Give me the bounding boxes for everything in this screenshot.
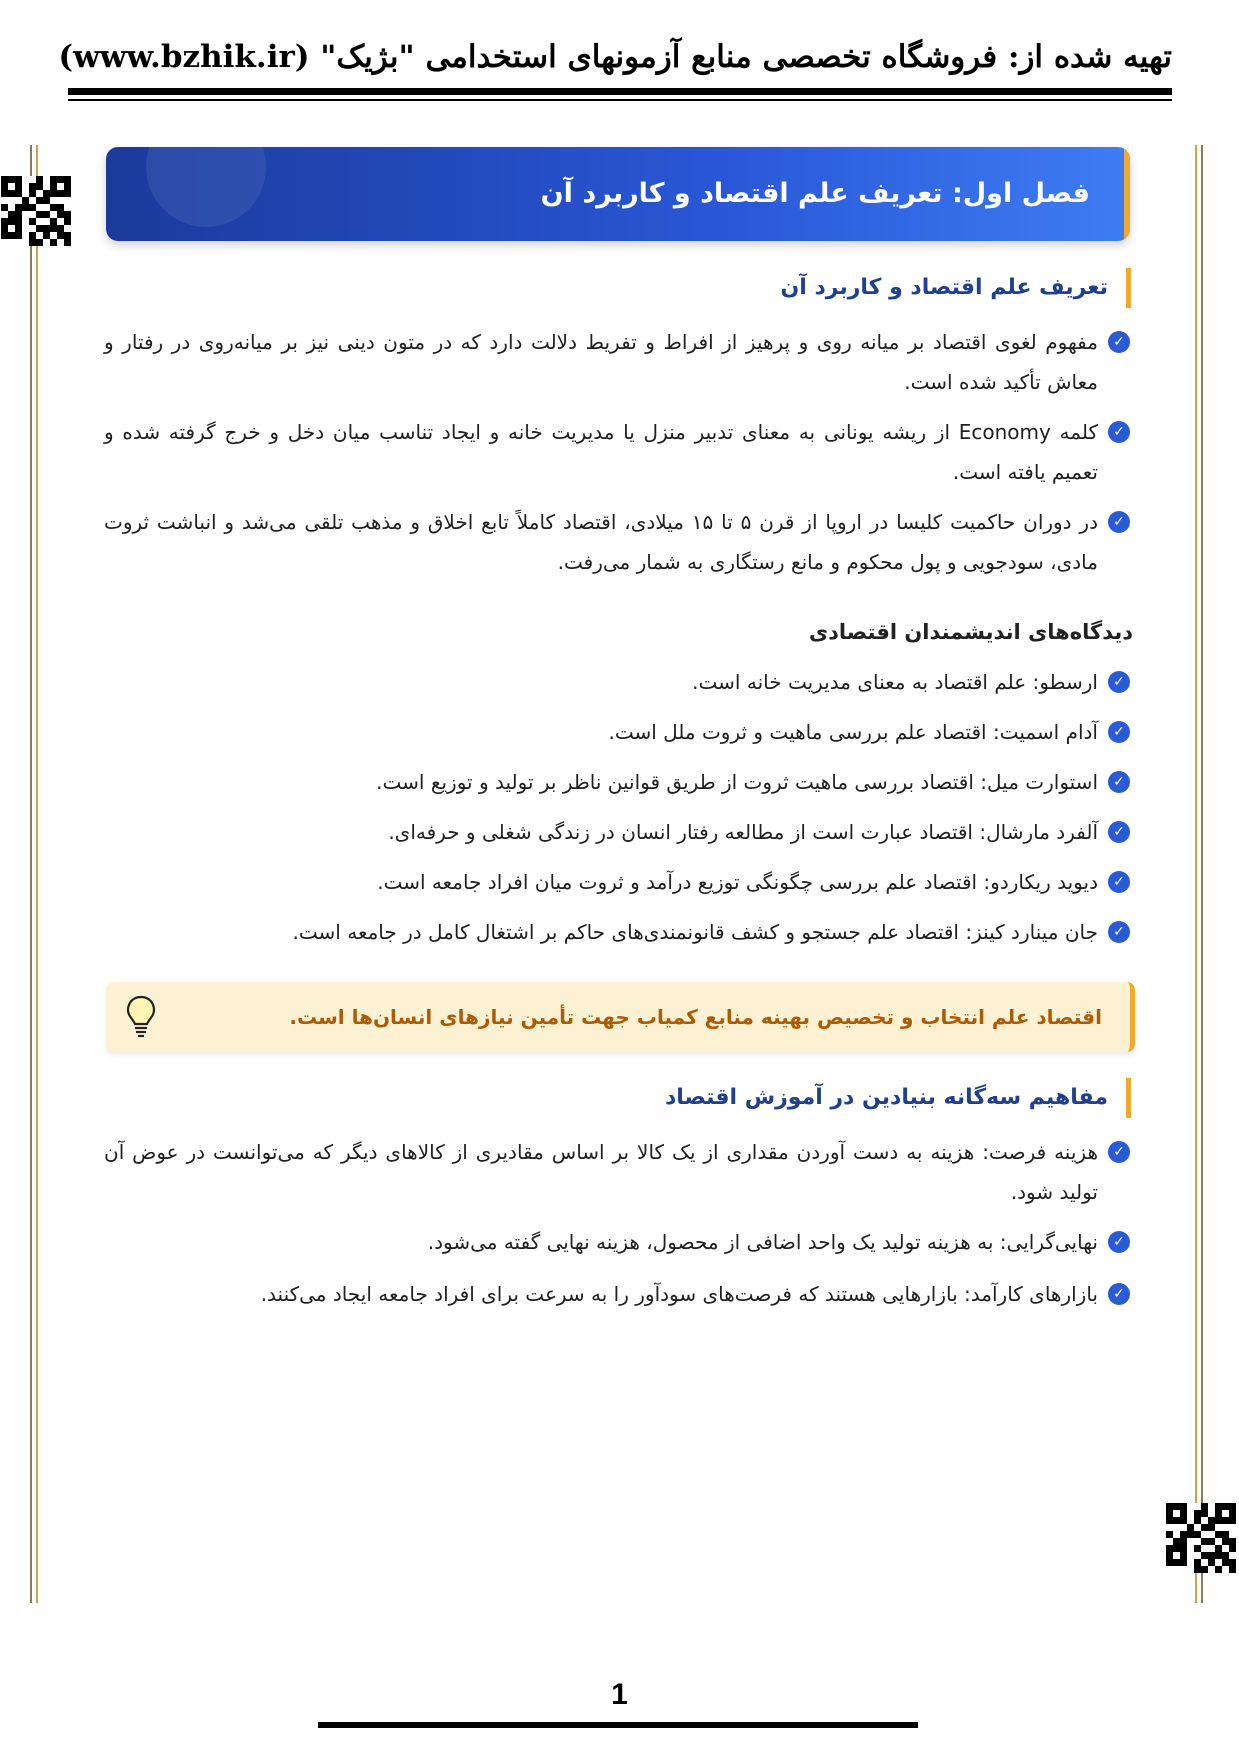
list-item: ✓ بازارهای کارآمد: بازارهایی هستند که فرصت‌های سودآور را به سرعت برای افراد جامعه ایجاد می‌کنند.: [104, 1274, 1132, 1314]
check-circle-icon: ✓: [1108, 771, 1130, 793]
page-number: 1: [611, 1678, 628, 1711]
left-border-ornament: [30, 145, 40, 1603]
section-heading: مفاهیم سه‌گانه بنیادین در آموزش اقتصاد: [665, 1078, 1131, 1118]
economists-list: [104, 662, 1132, 952]
lightbulb-icon: [124, 994, 158, 1038]
tip-text: اقتصاد علم انتخاب و تخصیص بهینه منابع کمیاب جهت تأمین نیازهای انسان‌ها است.: [289, 1005, 1102, 1029]
check-circle-icon: ✓: [1108, 921, 1130, 943]
chapter-title: فصل اول: تعریف علم اقتصاد و کاربرد آن: [540, 178, 1090, 209]
list-item: ✓ نهایی‌گرایی: به هزینه تولید یک واحد اضافی از محصول، هزینه نهایی گفته می‌شود.: [104, 1222, 1132, 1262]
header-rule-thin: [68, 99, 1172, 101]
qr-code-icon: [1, 176, 71, 246]
list-item: ✓ هزینه فرصت: هزینه به دست آوردن مقداری از یک کالا بر اساس مقادیری از کالاهای دیگر که می‌توانست در عوض آن تولید شود.: [104, 1132, 1132, 1212]
check-circle-icon: ✓: [1108, 671, 1130, 693]
list-item: ✓ استوارت میل: اقتصاد بررسی ماهیت ثروت از طریق قوانین ناظر بر تولید و توزیع است.: [104, 762, 1132, 802]
section-heading: تعریف علم اقتصاد و کاربرد آن: [781, 268, 1132, 308]
footer-rule: [318, 1722, 918, 1728]
list-item: ✓ کلمه Economy از ریشه یونانی به معنای تدبیر منزل یا مدیریت خانه و ایجاد تناسب میان دخل و خرج گرفته شده و تعمیم یافته است.: [104, 412, 1132, 492]
list-item: ✓ ارسطو: علم اقتصاد به معنای مدیریت خانه است.: [104, 662, 1132, 702]
list-item: ✓ آدام اسمیت: اقتصاد علم بررسی ماهیت و ثروت ملل است.: [104, 712, 1132, 752]
list-item: ✓ آلفرد مارشال: اقتصاد عبارت است از مطالعه رفتار انسان در زندگی شغلی و حرفه‌ای.: [104, 812, 1132, 852]
sub-heading: دیدگاه‌های اندیشمندان اقتصادی: [808, 620, 1133, 644]
check-circle-icon: ✓: [1108, 511, 1130, 533]
chapter-banner: [106, 147, 1130, 241]
check-circle-icon: ✓: [1108, 871, 1130, 893]
concepts-list: [104, 1132, 1132, 1314]
check-circle-icon: ✓: [1108, 821, 1130, 843]
list-item: ✓ جان مینارد کینز: اقتصاد علم جستجو و کشف قانونمندی‌های حاکم بر اشتغال کامل در جامعه است.: [104, 912, 1132, 952]
page-header-text: تهیه شده از: فروشگاه تخصصی منابع آزمونهای استخدامی "بژیک" (www.bzhik.ir): [58, 39, 1172, 75]
check-circle-icon: ✓: [1108, 421, 1130, 443]
check-circle-icon: ✓: [1108, 1283, 1130, 1305]
right-border-ornament: [1195, 145, 1205, 1603]
check-circle-icon: ✓: [1108, 1231, 1130, 1253]
list-item: ✓ مفهوم لغوی اقتصاد بر میانه روی و پرهیز از افراط و تفریط دلالت دارد که در متون دینی نیز بر میانه‌روی در رفتار و معاش تأکید شده است.: [104, 322, 1132, 402]
definition-list: [104, 322, 1132, 592]
list-item: ✓ دیوید ریکاردو: اقتصاد علم بررسی چگونگی توزیع درآمد و ثروت میان افراد جامعه است.: [104, 862, 1132, 902]
tip-callout: [106, 982, 1135, 1052]
check-circle-icon: ✓: [1108, 721, 1130, 743]
header-rule: [68, 88, 1172, 95]
check-circle-icon: ✓: [1108, 1141, 1130, 1163]
check-circle-icon: ✓: [1108, 331, 1130, 353]
list-item: ✓ در دوران حاکمیت کلیسا در اروپا از قرن ۵ تا ۱۵ میلادی، اقتصاد کاملاً تابع اخلاق و مذهب تلقی می‌شد و انباشت ثروت مادی، سودجویی و پول محکوم و مانع رستگاری به شمار می‌رفت.: [104, 502, 1132, 582]
qr-code-icon: [1166, 1503, 1236, 1573]
